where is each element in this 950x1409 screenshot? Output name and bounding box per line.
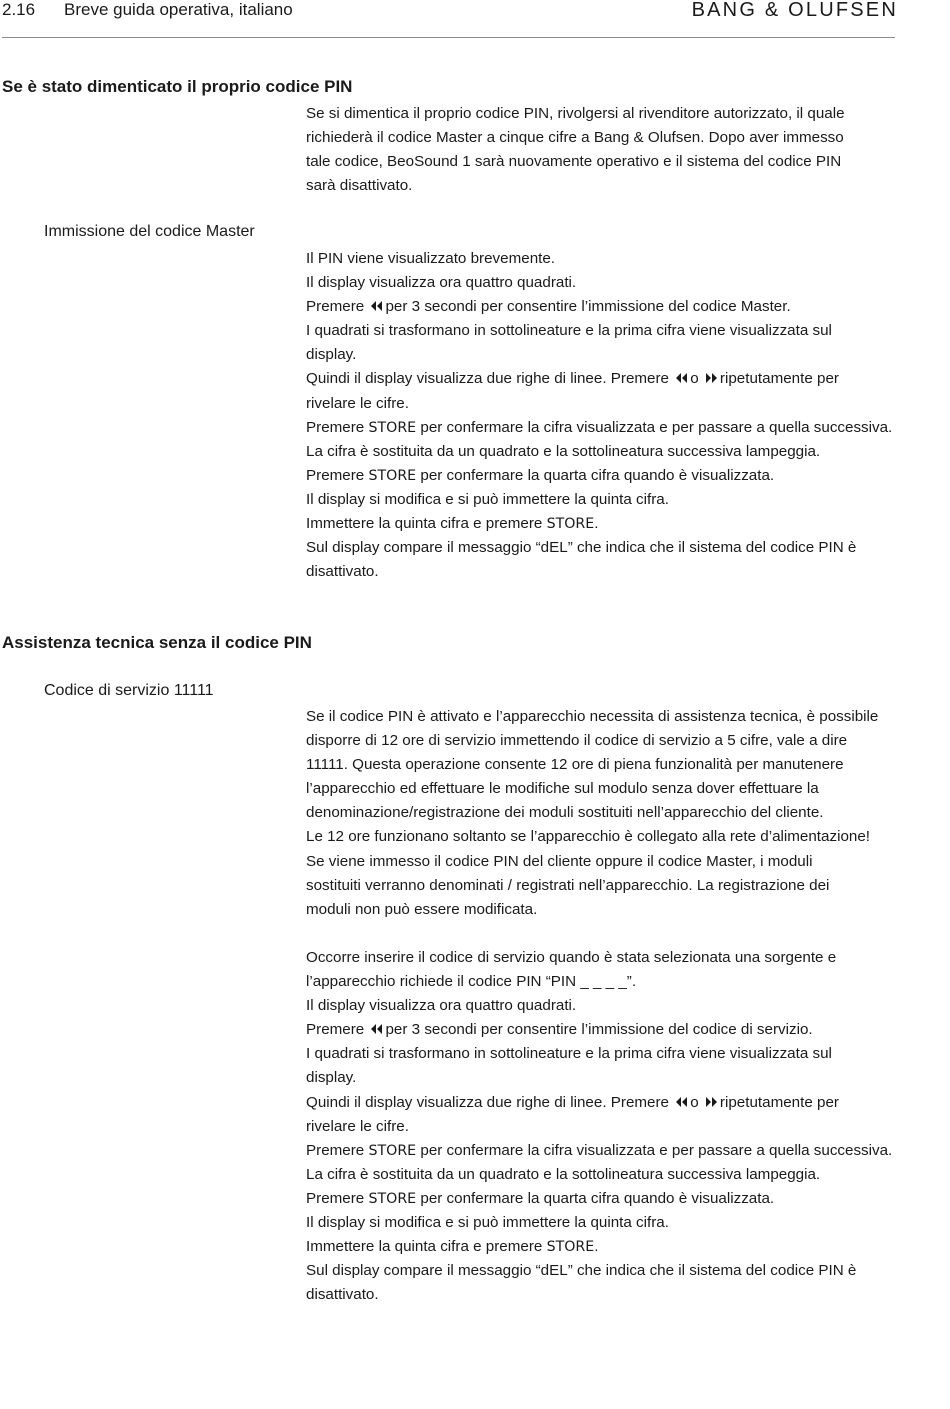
text-line: Sul display compare il messaggio “dEL” che indica che il sistema del codice PIN è: [306, 539, 857, 557]
page-header: [2, 0, 898, 24]
text-line: l’apparecchio ed effettuare le modifiche sul modulo senza dover effettuare la: [306, 780, 819, 798]
text-line: tale codice, BeoSound 1 sarà nuovamente operativo e il sistema del codice PIN: [306, 153, 842, 171]
header-divider: [2, 37, 895, 38]
text-line: Quindi il display visualizza due righe di linee. Premere o ripetutamente per: [306, 370, 839, 388]
text-line: moduli non può essere modificata.: [306, 900, 538, 918]
text-line: Premere STORE per confermare la quarta cifra quando è visualizzata.: [306, 466, 775, 484]
forgotten-pin-intro: [306, 102, 906, 198]
double-left-arrow-icon: [370, 300, 383, 312]
text-line: Immettere la quinta cifra e premere STORE.: [306, 1238, 599, 1256]
page-number: 2.16: [2, 0, 36, 19]
text-line: display.: [306, 1069, 357, 1087]
store-key-label: STORE: [368, 1142, 417, 1159]
double-left-arrow-icon: [370, 1023, 383, 1035]
text-line: sostituiti verranno denominati / registrati nell’apparecchio. La registrazione dei: [306, 876, 830, 894]
text-line: Le 12 ore funzionano soltanto se l’apparecchio è collegato alla rete d’alimentazione!: [306, 828, 870, 846]
text-line: Premere STORE per confermare la cifra visualizzata e per passare a quella successiva.: [306, 418, 893, 436]
text-line: rivelare le cifre.: [306, 1117, 409, 1135]
master-code-steps: [306, 247, 906, 584]
text-line: Il display visualizza ora quattro quadrati.: [306, 274, 577, 292]
double-right-arrow-icon: [705, 372, 718, 384]
double-left-arrow-icon: [675, 1096, 688, 1108]
service-code-text: [306, 705, 906, 1307]
section-heading-service-without-pin: Assistenza tecnica senza il codice PIN: [2, 633, 312, 652]
text-line: La cifra è sostituita da un quadrato e la sottolineatura successiva lampeggia.: [306, 1165, 821, 1183]
document-title: Breve guida operativa, italiano: [64, 0, 293, 19]
subheading-master-code: Immissione del codice Master: [44, 223, 255, 240]
text-line: Premere per 3 secondi per consentire l’immissione del codice di servizio.: [306, 1021, 813, 1039]
text-line: Se il codice PIN è attivato e l’apparecchio necessita di assistenza tecnica, è possibile: [306, 708, 879, 725]
text-line: richiederà il codice Master a cinque cifre a Bang & Olufsen. Dopo aver immesso: [306, 129, 844, 147]
text-line: display.: [306, 346, 357, 364]
text-line: disporre di 12 ore di servizio immettendo il codice di servizio a 5 cifre, vale a dire: [306, 732, 848, 750]
text-line: disattivato.: [306, 1286, 379, 1304]
text-line: I quadrati si trasformano in sottolineature e la prima cifra viene visualizzata sul: [306, 322, 832, 340]
store-key-label: STORE: [546, 516, 595, 533]
text-line: l’apparecchio richiede il codice PIN “PIN _ _ _ _”.: [306, 973, 637, 991]
subheading-service-code: Codice di servizio 11111: [44, 682, 214, 699]
text-line: Premere STORE per confermare la cifra visualizzata e per passare a quella successiva.: [306, 1141, 893, 1159]
store-key-label: STORE: [368, 1190, 417, 1207]
text-line: disattivato.: [306, 563, 379, 581]
brand-logo: BANG & OLUFSEN: [691, 0, 898, 21]
text-line: Premere per 3 secondi per consentire l’immissione del codice Master.: [306, 298, 791, 316]
section-heading-forgotten-pin: Se è stato dimenticato il proprio codice PIN: [2, 77, 353, 96]
paragraph-gap: [306, 922, 906, 946]
store-key-label: STORE: [368, 419, 417, 436]
text-line: denominazione/registrazione dei moduli sostituiti nell’apparecchio del cliente.: [306, 804, 824, 822]
text-line: sarà disattivato.: [306, 177, 413, 195]
store-key-label: STORE: [546, 1239, 595, 1256]
double-left-arrow-icon: [675, 372, 688, 384]
text-line: Il display si modifica e si può immettere la quinta cifra.: [306, 1213, 669, 1231]
text-line: Sul display compare il messaggio “dEL” che indica che il sistema del codice PIN è: [306, 1262, 857, 1280]
text-line: 11111. Questa operazione consente 12 ore di piena funzionalità per manutenere: [306, 756, 844, 774]
double-right-arrow-icon: [705, 1096, 718, 1108]
text-line: I quadrati si trasformano in sottolineature e la prima cifra viene visualizzata sul: [306, 1045, 832, 1063]
text-line: Occorre inserire il codice di servizio quando è stata selezionata una sorgente e: [306, 948, 837, 966]
text-line: Se si dimentica il proprio codice PIN, rivolgersi al rivenditore autorizzato, il quale: [306, 105, 845, 122]
text-line: Se viene immesso il codice PIN del cliente oppure il codice Master, i moduli: [306, 852, 813, 870]
text-line: Quindi il display visualizza due righe di linee. Premere o ripetutamente per: [306, 1093, 839, 1111]
text-line: Il display si modifica e si può immettere la quinta cifra.: [306, 490, 669, 508]
text-line: rivelare le cifre.: [306, 394, 409, 412]
text-line: Il PIN viene visualizzato brevemente.: [306, 250, 556, 267]
text-line: Il display visualizza ora quattro quadrati.: [306, 997, 577, 1015]
store-key-label: STORE: [368, 467, 417, 484]
text-line: Immettere la quinta cifra e premere STORE.: [306, 515, 599, 533]
text-line: La cifra è sostituita da un quadrato e la sottolineatura successiva lampeggia.: [306, 442, 821, 460]
text-line: Premere STORE per confermare la quarta cifra quando è visualizzata.: [306, 1189, 775, 1207]
